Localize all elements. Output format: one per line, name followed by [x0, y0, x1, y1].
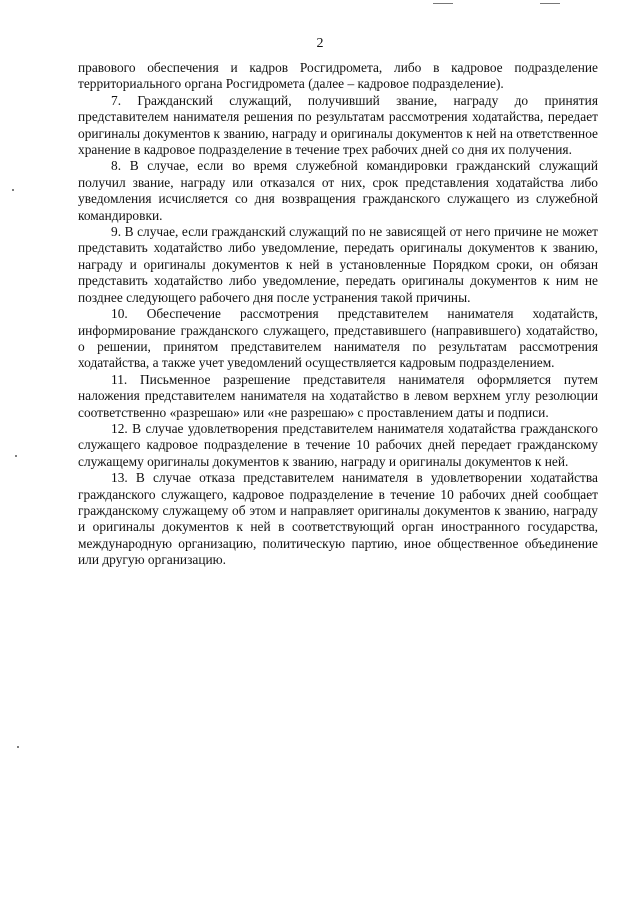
paragraph-10: 10. Обеспечение рассмотрения представителем нанимателя ходатайств, информирование гражданского служащего, представившего (направившего) ходатайство, о решении, принятом представителем нанимателя по результатам рассмотрения ходатайства, а также учет уведомлений осуществляется кадровым подразделением.: [78, 306, 598, 371]
paragraph-continuation: правового обеспечения и кадров Росгидромета, либо в кадровое подразделение территориального органа Росгидромета (далее – кадровое подразделение).: [78, 60, 598, 92]
paragraph-8: 8. В случае, если во время служебной командировки гражданский служащий получил звание, награду или отказался от них, срок представления ходатайства либо уведомления исчисляется со дня возвращения гражданского служащего из служебной командировки.: [78, 158, 598, 223]
scan-speck: [12, 189, 14, 191]
paragraph-12: 12. В случае удовлетворения представителем нанимателя ходатайства гражданского служащего кадровое подразделение в течение 10 рабочих дней передает гражданскому служащему оригиналы документов к званию, награду и оригиналы документов к ней.: [78, 420, 598, 469]
paragraph-9: 9. В случае, если гражданский служащий по не зависящей от него причине не может представить ходатайство либо уведомление, передать оригиналы документов к званию, награду и оригиналы документов к ней в установленные Порядком сроки, он обязан представить ходатайство либо уведомление, передать оригиналы документов к ним не позднее следующего рабочего дня после устранения такой причины.: [78, 224, 598, 305]
scan-artifact-line: [433, 3, 453, 4]
scan-artifact-line: [540, 3, 560, 4]
paragraph-13: 13. В случае отказа представителем нанимателя в удовлетворении ходатайства гражданского служащего, кадровое подразделение в течение 10 рабочих дней сообщает гражданскому служащему об этом и направляет оригиналы документов к званию, награду и оригиналы документов к ней в соответствующий орган иностранного государства, международную организацию, политическую партию, иное общественное объединение или другую организацию.: [78, 470, 598, 568]
scan-speck: [17, 746, 19, 748]
document-body: [78, 60, 598, 569]
page-number: 2: [316, 36, 324, 51]
paragraph-11: 11. Письменное разрешение представителя нанимателя оформляется путем наложения представителем нанимателя на ходатайство в левом верхнем углу резолюции соответственно «разрешаю» или «не разрешаю» с проставлением даты и подписи.: [78, 371, 598, 420]
paragraph-7: 7. Гражданский служащий, получивший звание, награду до принятия представителем нанимателя решения по результатам рассмотрения ходатайства, передает оригиналы документов к званию, награду и оригиналы документов к ней на ответственное хранение в кадровое подразделение в течение трех рабочих дней со дня их получения.: [78, 92, 598, 158]
scan-speck: [15, 455, 17, 457]
